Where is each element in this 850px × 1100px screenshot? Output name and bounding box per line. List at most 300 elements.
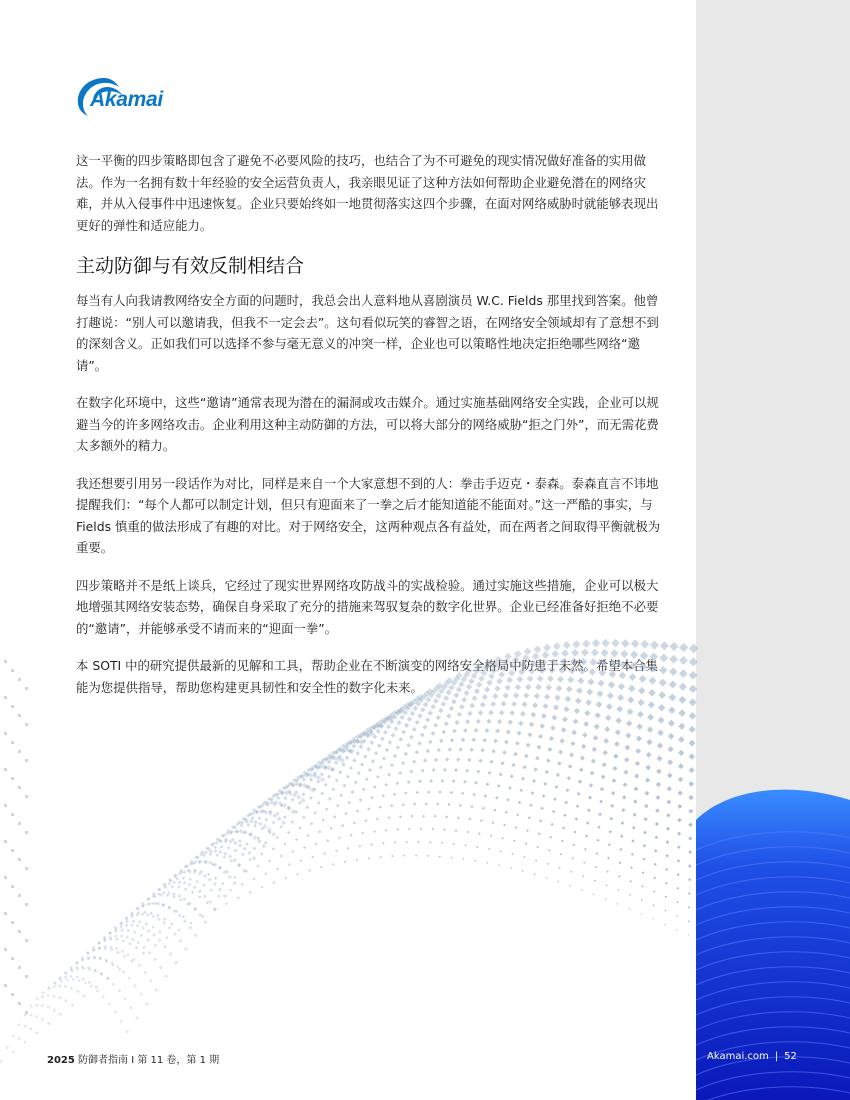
decor-dot <box>656 782 661 787</box>
decor-dot <box>424 802 427 805</box>
decor-dot <box>550 725 556 731</box>
decor-dot <box>213 845 217 849</box>
decor-dot <box>524 648 532 656</box>
decor-dot <box>518 801 521 804</box>
body-paragraph-5: 本 SOTI 中的研究提供最新的见解和工具，帮助企业在不断演变的网络安全格局中防患于未然。希望本合集能为您提供指导，帮助您构建更具韧性和安全性的数字化未来。 <box>76 658 658 695</box>
decor-dot <box>265 818 269 822</box>
decor-dot <box>688 878 691 881</box>
decor-dot <box>677 818 682 823</box>
decor-dot <box>513 752 518 757</box>
decor-dot <box>66 978 70 982</box>
decor-dot <box>599 800 603 804</box>
decor-dot <box>603 738 609 744</box>
decor-dot <box>363 754 367 758</box>
decor-dot <box>225 902 228 905</box>
decor-dot <box>521 777 525 781</box>
decor-dot <box>660 641 669 650</box>
decor-dot <box>320 791 324 795</box>
decor-dot <box>223 856 227 860</box>
decor-dot <box>320 772 324 776</box>
decor-dot <box>183 919 187 923</box>
decor-dot <box>169 952 173 956</box>
decor-dot <box>668 707 675 714</box>
decor-dot <box>398 771 402 775</box>
decor-dot <box>679 696 687 704</box>
decor-dot <box>586 689 593 696</box>
decor-dot <box>679 656 688 665</box>
decor-dot <box>608 681 615 688</box>
decor-dot <box>25 975 28 978</box>
decor-dot <box>482 807 485 810</box>
decor-dot <box>617 889 619 891</box>
decor-dot <box>476 719 481 724</box>
decor-dot <box>359 798 362 801</box>
decor-dot <box>493 809 496 812</box>
decor-dot <box>556 685 563 692</box>
decor-dot <box>402 803 405 806</box>
decor-dot <box>242 846 247 851</box>
decor-dot <box>636 723 643 730</box>
decor-dot <box>406 841 409 844</box>
decor-dot <box>456 758 460 762</box>
decor-dot <box>563 706 569 712</box>
decor-dot <box>136 941 140 945</box>
decor-dot <box>129 1006 133 1010</box>
decor-dot <box>648 701 655 708</box>
decor-dot <box>688 823 693 828</box>
decor-dot <box>593 894 595 896</box>
decor-dot <box>282 803 287 808</box>
decor-dot <box>305 805 309 809</box>
decor-dot <box>59 1013 62 1016</box>
decor-dot <box>237 896 240 899</box>
decor-dot <box>138 964 142 968</box>
decor-dot <box>607 692 614 699</box>
decor-dot <box>83 994 86 997</box>
decor-dot <box>617 903 619 905</box>
decor-dot <box>359 845 362 848</box>
dot-pattern-decoration <box>0 620 700 1100</box>
decor-dot <box>356 859 358 861</box>
decor-dot <box>368 768 372 772</box>
decor-dot <box>156 914 159 917</box>
decor-dot <box>415 750 419 754</box>
decor-dot <box>345 755 350 760</box>
decor-dot <box>544 694 550 700</box>
decor-dot <box>514 650 522 658</box>
decor-dot <box>417 741 422 746</box>
decor-dot <box>626 720 632 726</box>
decor-dot <box>636 736 642 742</box>
decor-dot <box>25 687 28 690</box>
decor-dot <box>658 717 665 724</box>
decor-dot <box>324 783 328 787</box>
decor-dot <box>571 730 577 736</box>
decor-dot <box>25 939 28 942</box>
decor-dot <box>376 775 380 779</box>
decor-dot <box>433 698 439 704</box>
decor-dot <box>669 680 677 688</box>
decor-dot <box>587 678 594 685</box>
decor-dot <box>640 640 649 649</box>
decor-dot <box>571 649 579 657</box>
decor-dot <box>36 997 40 1001</box>
decor-dot <box>665 882 668 885</box>
decor-dot <box>396 720 401 725</box>
decor-dot <box>232 881 237 886</box>
decor-dot <box>120 934 124 938</box>
decor-dot <box>382 842 385 845</box>
decor-dot <box>567 776 571 780</box>
decor-dot <box>120 949 124 953</box>
decor-dot <box>591 649 599 657</box>
decor-dot <box>678 736 685 743</box>
decor-dot <box>382 794 385 797</box>
decor-dot <box>583 861 585 863</box>
decor-dot <box>689 644 698 653</box>
decor-dot <box>441 701 447 707</box>
decor-dot <box>69 975 73 979</box>
decor-dot <box>157 917 161 921</box>
decor-dot <box>572 844 575 847</box>
decor-dot <box>522 654 529 661</box>
decor-dot <box>450 791 453 794</box>
decor-dot <box>172 892 176 896</box>
decor-dot <box>637 699 644 706</box>
decor-dot <box>688 892 691 895</box>
decor-dot <box>676 929 678 931</box>
decor-dot <box>70 987 73 990</box>
decor-dot <box>500 761 504 765</box>
decor-dot <box>128 942 131 945</box>
decor-dot <box>678 723 685 730</box>
decor-dot <box>11 885 14 888</box>
decor-dot <box>486 719 491 724</box>
decor-dot <box>401 730 406 735</box>
decor-dot <box>382 756 386 760</box>
decor-dot <box>634 786 639 791</box>
decor-dot <box>179 898 182 901</box>
decor-dot <box>549 836 552 839</box>
decor-dot <box>418 779 422 783</box>
decor-dot <box>332 863 335 866</box>
decor-dot <box>163 918 166 921</box>
decor-dot <box>428 740 433 745</box>
decor-dot <box>668 720 675 727</box>
decor-dot <box>646 752 652 758</box>
decor-dot <box>644 817 648 821</box>
decor-dot <box>11 813 14 816</box>
decor-dot <box>239 829 244 834</box>
decor-dot <box>677 845 681 849</box>
decor-dot <box>420 707 426 713</box>
decor-dot <box>379 765 383 769</box>
decor-dot <box>474 860 476 862</box>
decor-dot <box>296 873 299 876</box>
decor-dot <box>237 863 242 868</box>
decor-dot <box>84 981 88 985</box>
decor-dot <box>616 706 623 713</box>
decor-dot <box>396 745 400 749</box>
decor-dot <box>233 876 236 879</box>
decor-dot <box>125 1030 129 1034</box>
decor-dot <box>11 1034 15 1038</box>
decor-dot <box>649 664 657 672</box>
decor-dot <box>478 675 485 682</box>
decor-dot <box>627 708 634 715</box>
decor-dot <box>679 643 688 652</box>
decor-dot <box>114 1010 118 1014</box>
decor-dot <box>474 781 478 785</box>
decor-dot <box>162 921 166 925</box>
decor-dot <box>409 735 414 740</box>
decor-dot <box>464 690 470 696</box>
decor-dot <box>666 827 670 831</box>
decor-dot <box>448 747 452 751</box>
decor-dot <box>621 821 625 825</box>
decor-dot <box>520 711 526 717</box>
decor-dot <box>365 777 369 781</box>
decor-dot <box>318 830 321 833</box>
decor-dot <box>71 1003 74 1006</box>
decor-dot <box>125 924 129 928</box>
decor-dot <box>291 820 294 823</box>
decor-dot <box>563 641 571 649</box>
decor-dot <box>664 924 666 926</box>
decor-dot <box>252 835 257 840</box>
decor-dot <box>511 763 515 767</box>
decor-dot <box>77 979 81 983</box>
decor-dot <box>399 715 404 720</box>
decor-dot <box>534 693 540 699</box>
decor-dot <box>11 849 14 852</box>
decor-dot <box>344 812 347 815</box>
decor-dot <box>151 902 155 906</box>
decor-dot <box>295 838 298 841</box>
decor-dot <box>399 815 402 818</box>
decor-dot <box>654 863 657 866</box>
decor-dot <box>536 846 539 849</box>
decor-dot <box>330 827 333 830</box>
decor-dot <box>574 708 580 714</box>
decor-dot <box>499 710 505 716</box>
decor-dot <box>596 839 599 842</box>
decor-dot <box>534 646 542 654</box>
decor-dot <box>198 889 202 893</box>
footer-site-link[interactable]: Akamai.com <box>707 1051 769 1062</box>
decor-dot <box>566 686 573 693</box>
decor-dot <box>58 984 62 988</box>
decor-dot <box>493 739 498 744</box>
decor-dot <box>465 769 469 773</box>
decor-dot <box>298 782 303 787</box>
decor-dot <box>183 881 187 885</box>
decor-dot <box>641 899 643 901</box>
decor-dot <box>417 841 420 844</box>
decor-dot <box>535 756 540 761</box>
decor-dot <box>677 887 680 890</box>
decor-dot <box>291 850 294 853</box>
decor-dot <box>436 802 439 805</box>
decor-dot <box>52 994 56 998</box>
decor-dot <box>175 877 179 881</box>
decor-dot <box>431 828 434 831</box>
decor-dot <box>667 786 672 791</box>
section-heading: 主动防御与有效反制相结合 <box>76 255 305 277</box>
decor-dot <box>64 985 68 989</box>
decor-dot <box>515 684 521 690</box>
decor-dot <box>655 795 660 800</box>
decor-dot <box>29 1027 33 1031</box>
decor-dot <box>451 856 453 858</box>
decor-dot <box>590 658 598 666</box>
decor-dot <box>629 673 637 681</box>
decor-dot <box>515 741 520 746</box>
decor-dot <box>246 823 250 827</box>
decor-dot <box>510 867 512 869</box>
decor-dot <box>468 818 471 821</box>
decor-dot <box>343 784 347 788</box>
decor-dot <box>511 853 513 855</box>
decor-dot <box>530 660 537 667</box>
decor-dot <box>553 704 559 710</box>
decor-dot <box>522 870 524 872</box>
decor-dot <box>355 751 360 756</box>
decor-dot <box>369 740 374 745</box>
decor-dot <box>249 819 254 824</box>
decor-dot <box>650 641 659 650</box>
decor-dot <box>75 975 78 978</box>
decor-dot <box>484 687 490 693</box>
decor-dot <box>641 885 643 887</box>
decor-dot <box>531 791 535 795</box>
decor-dot <box>398 737 403 742</box>
decor-dot <box>147 929 151 933</box>
decor-dot <box>182 915 185 918</box>
decor-dot <box>71 978 75 982</box>
decor-dot <box>4 660 7 663</box>
decor-dot <box>577 792 581 796</box>
decor-dot <box>445 757 449 761</box>
decor-dot <box>391 733 396 738</box>
decor-dot <box>276 836 279 839</box>
decor-dot <box>601 639 609 647</box>
decor-dot <box>478 759 482 763</box>
decor-dot <box>488 710 494 716</box>
decor-dot <box>193 870 197 874</box>
decor-dot <box>193 885 197 889</box>
decor-dot <box>279 825 282 828</box>
decor-dot <box>586 821 589 824</box>
decor-dot <box>557 881 559 883</box>
decor-dot <box>18 930 21 933</box>
decor-dot <box>569 885 571 887</box>
decor-dot <box>393 793 396 796</box>
decor-dot <box>417 713 422 718</box>
decor-dot <box>665 896 667 898</box>
decor-dot <box>601 775 606 780</box>
decor-dot <box>574 830 577 833</box>
decor-dot <box>17 1037 21 1041</box>
decor-dot <box>502 750 507 755</box>
decor-dot <box>547 675 554 682</box>
decor-dot <box>18 714 21 717</box>
decor-dot <box>689 740 696 747</box>
decor-dot <box>513 839 516 842</box>
footer-publication <box>47 1051 219 1066</box>
decor-dot <box>630 650 638 658</box>
decor-dot <box>421 769 425 773</box>
decor-dot <box>234 849 238 853</box>
decor-dot <box>178 913 182 917</box>
decor-dot <box>133 984 137 988</box>
decor-dot <box>605 898 607 900</box>
decor-dot <box>253 877 256 880</box>
decor-dot <box>622 795 626 799</box>
decor-dot <box>394 841 397 844</box>
decor-dot <box>443 695 449 701</box>
decor-dot <box>428 710 433 715</box>
decor-dot <box>579 767 584 772</box>
decor-dot <box>689 671 698 680</box>
decor-dot <box>11 957 14 960</box>
decor-dot <box>540 659 547 666</box>
decor-dot <box>436 693 442 699</box>
decor-dot <box>688 795 693 800</box>
decor-dot <box>561 727 567 733</box>
decor-dot <box>367 857 369 859</box>
decor-dot <box>474 728 479 733</box>
decor-dot <box>99 956 103 960</box>
decor-dot <box>4 840 7 843</box>
decor-dot <box>628 685 635 692</box>
decor-dot <box>11 1050 15 1054</box>
decor-dot <box>139 992 143 996</box>
decor-dot <box>600 787 604 791</box>
decor-dot <box>554 785 558 789</box>
decor-dot <box>360 762 364 766</box>
decor-dot <box>230 859 233 862</box>
decor-dot <box>291 809 296 814</box>
body-paragraph-1: 每当有人向我请教网络安全方面的问题时，我总会出人意料地从喜剧演员 W.C. Fields 那里找到答案。他曾打趣说：“别人可以邀请我，但我不一定会去”。这句看似玩笑的睿智之语，在网络安全领域却有了意想不到的深刻含义。正如我们可以选择不参与毫无意义的冲突一样，企业也可以策略性地决定拒绝哪些网络“邀请”。 <box>76 293 659 373</box>
decor-dot <box>667 746 673 752</box>
decor-dot <box>11 921 14 924</box>
decor-dot <box>639 663 647 671</box>
decor-dot <box>595 712 601 718</box>
decor-dot <box>290 798 294 802</box>
decor-dot <box>625 745 631 751</box>
decor-dot <box>552 715 558 721</box>
decor-dot <box>501 701 507 707</box>
decor-dot <box>272 847 275 850</box>
decor-dot <box>107 1002 111 1006</box>
decor-dot <box>689 685 697 693</box>
decor-dot <box>379 856 381 858</box>
decor-dot <box>117 989 121 993</box>
decor-dot <box>508 670 515 677</box>
decor-dot <box>391 855 393 857</box>
decor-dot <box>361 832 364 835</box>
decor-dot <box>376 818 379 821</box>
decor-dot <box>401 761 405 765</box>
decor-dot <box>457 816 460 819</box>
decor-dot <box>541 807 544 810</box>
decor-dot <box>530 712 536 718</box>
decor-dot <box>272 821 276 825</box>
decor-dot <box>11 777 14 780</box>
decor-dot <box>218 887 223 892</box>
decor-dot <box>404 752 408 756</box>
